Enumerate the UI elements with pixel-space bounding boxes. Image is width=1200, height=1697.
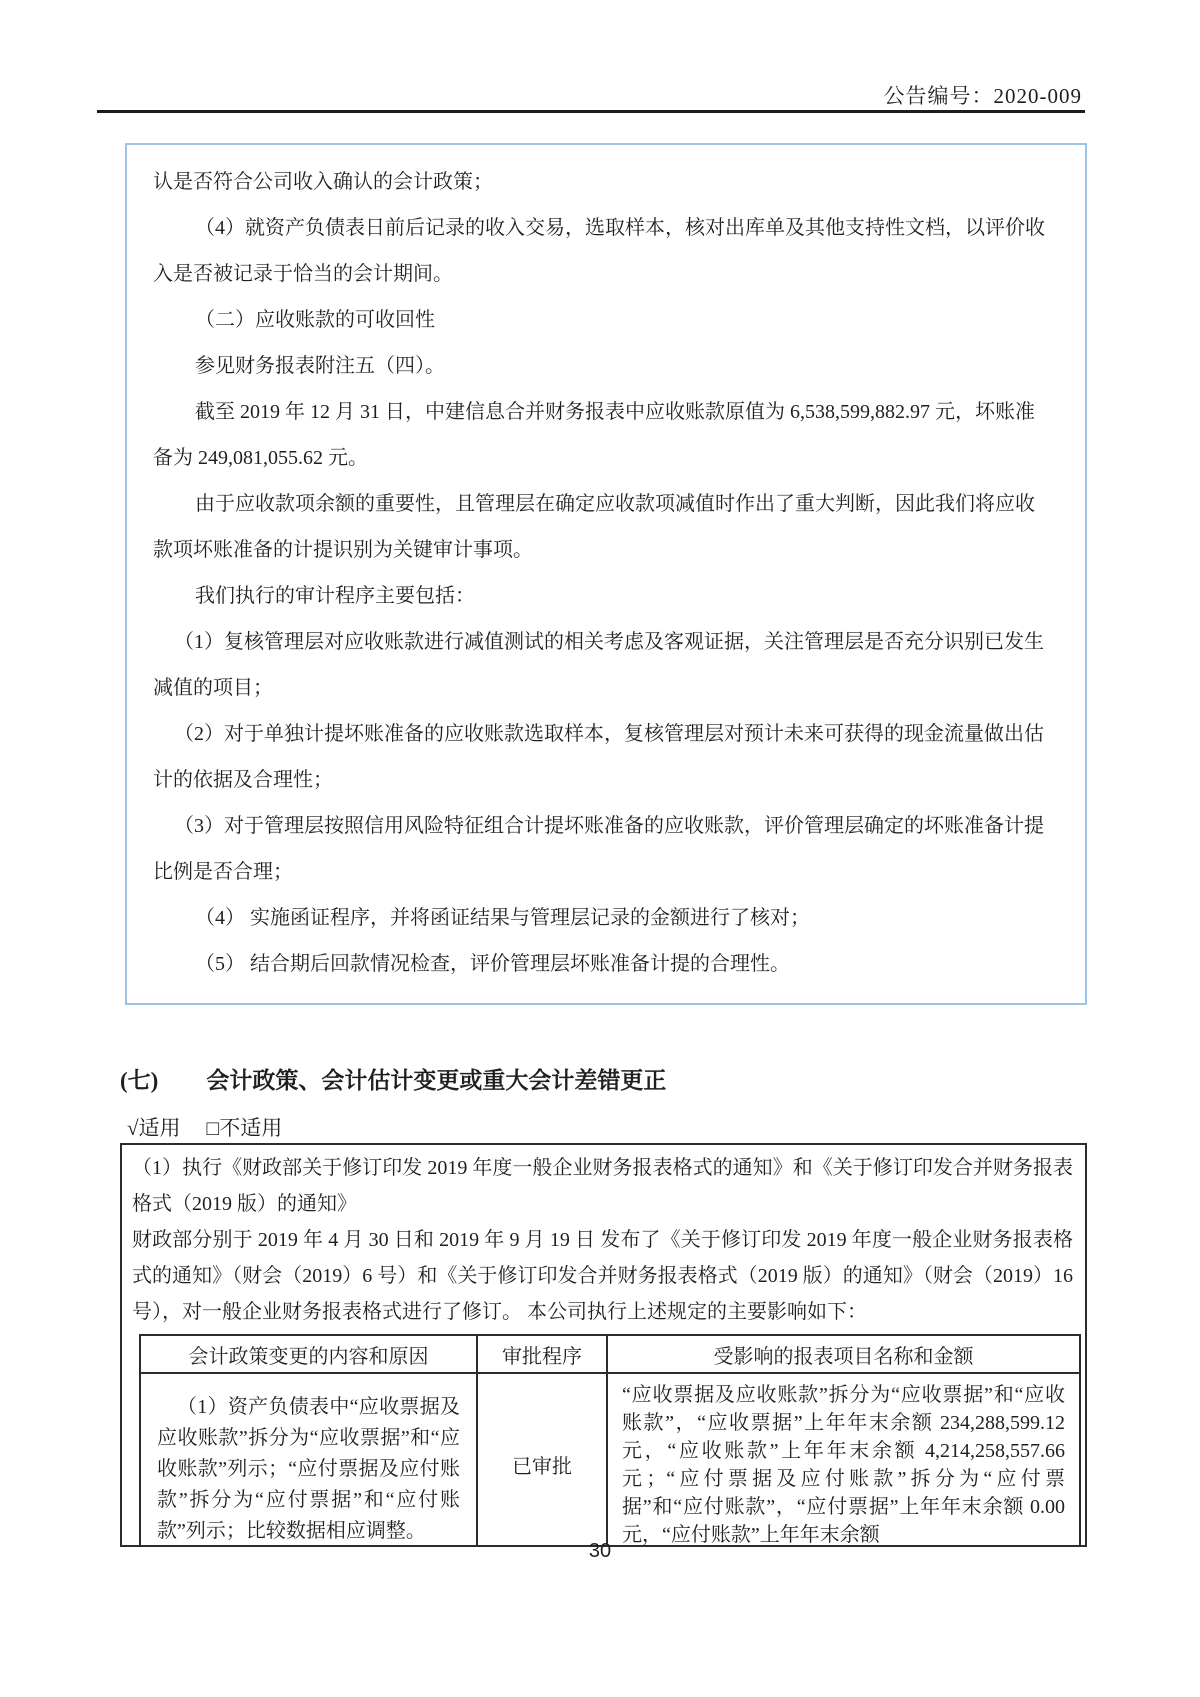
audit-line: （4） 实施函证程序，并将函证结果与管理层记录的金额进行了核对； [195, 907, 810, 929]
applicability-row [127, 1112, 308, 1142]
audit-summary-box [125, 143, 1087, 1005]
audit-line: （2）对于单独计提坏账准备的应收账款选取样本，复核管理层对预计未来可获得的现金流量做出估 [174, 723, 1044, 745]
cell-impact-items: “应收票据及应收账款”拆分为“应收票据”和“应收账款”，“应收票据”上年年末余额 234,288,599.12 元，“应收账款”上年年末余额 4,214,258,557.66 元；“应付票据及应付账款”拆分为“应付票据”和“应付账款”，“应付票据”上年年末余额 0.00 元，“应付账款”上年年末余额 [607, 1373, 1080, 1547]
audit-line: （5） 结合期后回款情况检查，评价管理层坏账准备计提的合理性。 [195, 953, 790, 975]
section-heading [120, 1062, 666, 1095]
audit-line: 截至 2019 年 12 月 31 日，中建信息合并财务报表中应收账款原值为 6,538,599,882.97 元，坏账准 [195, 401, 1035, 423]
audit-line: 入是否被记录于恰当的会计期间。 [153, 263, 453, 285]
policy-change-box [120, 1143, 1087, 1547]
table-header-approval: 审批程序 [477, 1335, 607, 1373]
table-header-impact: 受影响的报表项目名称和金额 [607, 1335, 1080, 1373]
audit-line: 款项坏账准备的计提识别为关键审计事项。 [153, 539, 533, 561]
policy-change-table [139, 1334, 1081, 1547]
table-row [140, 1373, 1080, 1547]
section-number: (七) [120, 1068, 159, 1093]
table-header-row [140, 1335, 1080, 1373]
audit-line: （4）就资产负债表日前后记录的收入交易，选取样本，核对出库单及其他支持性文档，以评价收 [195, 217, 1045, 239]
section-title: 会计政策、会计估计变更或重大会计差错更正 [206, 1068, 667, 1093]
table-header-content: 会计政策变更的内容和原因 [140, 1335, 477, 1373]
policy-intro-paragraph: 财政部分别于 2019 年 4 月 30 日和 2019 年 9 月 19 日 发布了《关于修订印发 2019 年度一般企业财务报表格式的通知》（财会（2019）6 号）和《关于修订印发合并财务报表格式（2019 版）的通知》（财会（2019）16 号），对一般企业财务报表格式进行了修订。 本公司执行上述规定的主要影响如下： [132, 1229, 1073, 1323]
not-applicable-option: □不适用 [206, 1116, 283, 1140]
audit-line: 比例是否合理； [153, 861, 293, 883]
audit-line: 我们执行的审计程序主要包括： [195, 585, 475, 607]
audit-line: （二）应收账款的可收回性 [195, 309, 435, 331]
cell-approval-status: 已审批 [477, 1373, 607, 1547]
audit-line: （1）复核管理层对应收账款进行减值测试的相关考虑及客观证据，关注管理层是否充分识别已发生 [174, 631, 1044, 653]
policy-intro [132, 1150, 1073, 1330]
page-number: 30 [588, 1540, 612, 1562]
audit-line: （3）对于管理层按照信用风险特征组合计提坏账准备的应收账款，评价管理层确定的坏账准备计提 [174, 815, 1044, 837]
policy-intro-paragraph: （1）执行《财政部关于修订印发 2019 年度一般企业财务报表格式的通知》和《关于修订印发合并财务报表格式（2019 版）的通知》 [132, 1157, 1073, 1215]
audit-line: 备为 249,081,055.62 元。 [153, 447, 368, 469]
audit-line: 由于应收款项余额的重要性，且管理层在确定应收款项减值时作出了重大判断，因此我们将应收 [195, 493, 1035, 515]
header-rule [97, 110, 1085, 113]
audit-line: 认是否符合公司收入确认的会计政策； [153, 171, 493, 193]
audit-line: 参见财务报表附注五（四）。 [195, 355, 445, 377]
audit-line: 计的依据及合理性； [153, 769, 333, 791]
cell-policy-content: （1）资产负债表中“应收票据及应收账款”拆分为“应收票据”和“应收账款”列示；“应付票据及应付账款”拆分为“应付票据”和“应付账款”列示；比较数据相应调整。 [140, 1373, 477, 1547]
audit-line: 减值的项目； [153, 677, 273, 699]
applicable-option: √适用 [127, 1116, 181, 1140]
doc-number: 公告编号：2020-009 [883, 84, 1082, 108]
